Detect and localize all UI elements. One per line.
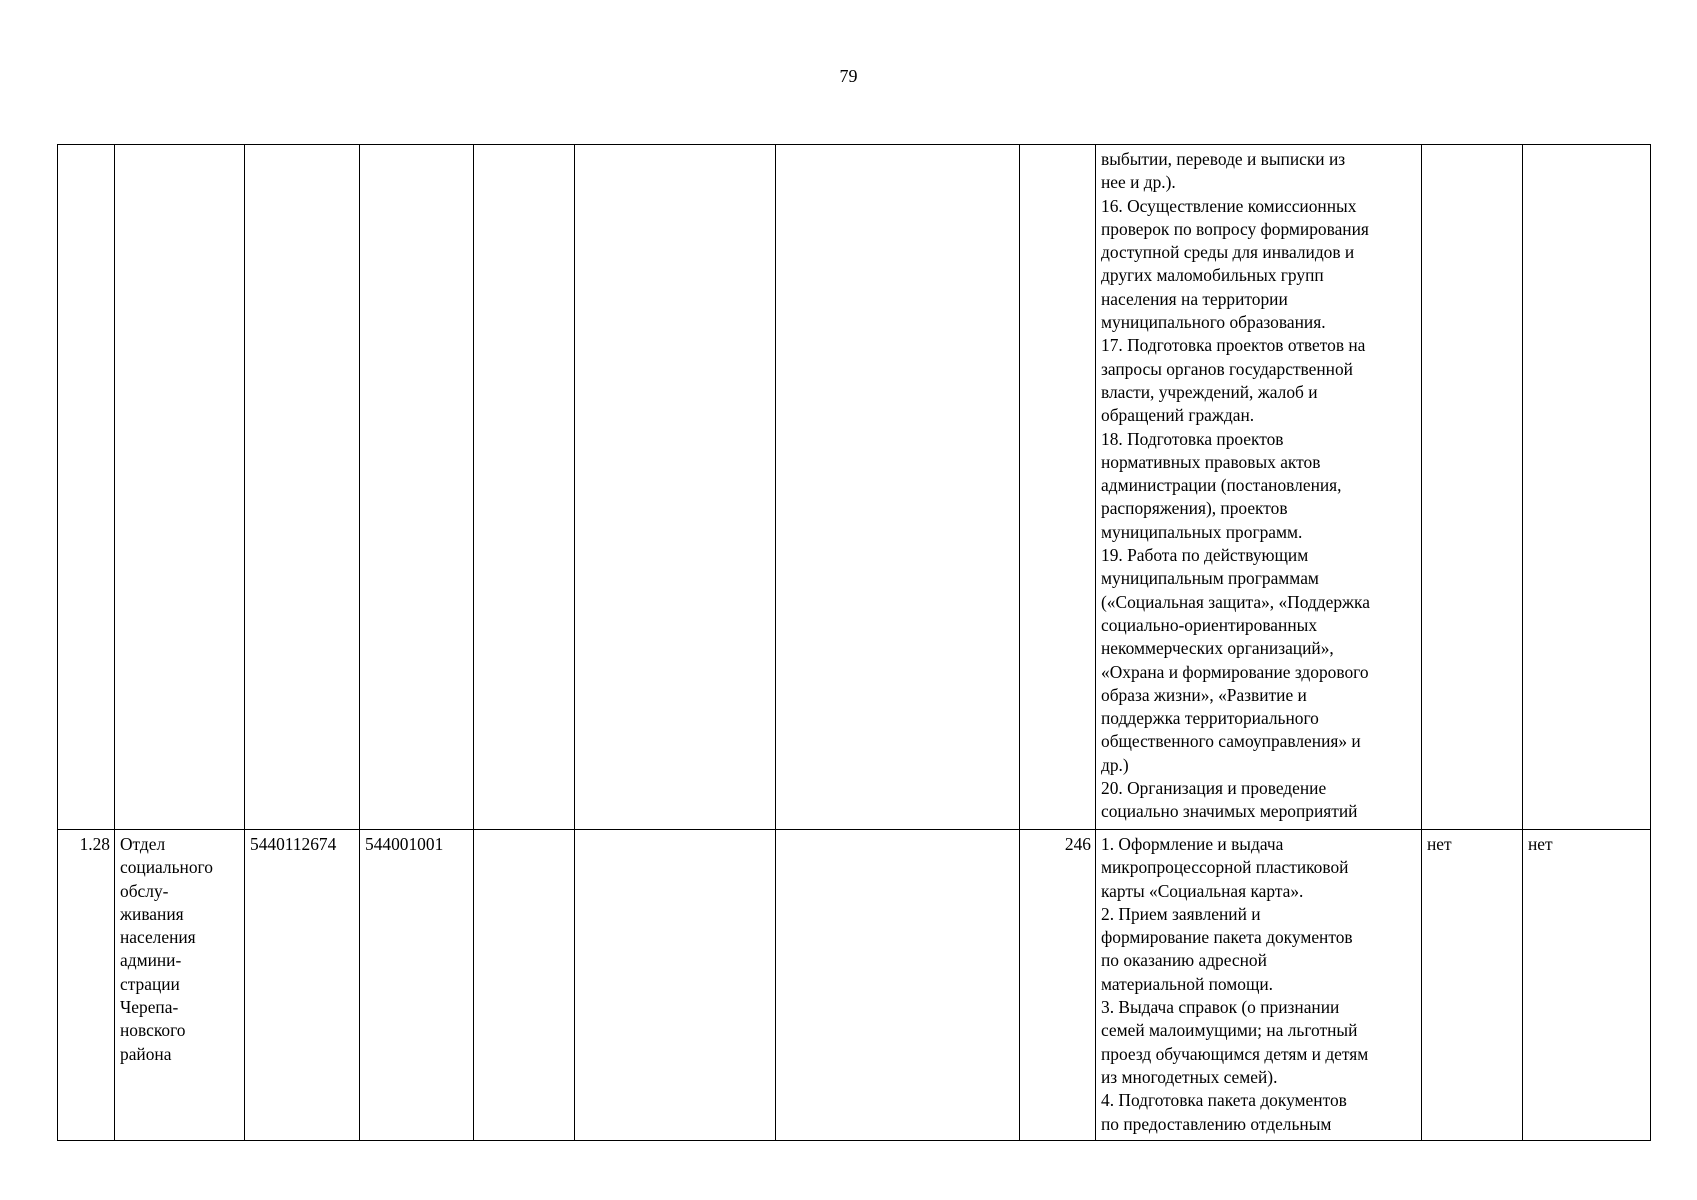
empty-cell-6 bbox=[575, 830, 776, 1141]
text-line: проверок по вопросу формирования bbox=[1101, 218, 1369, 239]
text-line: Отдел bbox=[120, 834, 166, 854]
text-line: запросы органов государственной bbox=[1101, 358, 1353, 379]
text-line: страции bbox=[120, 973, 180, 994]
functions-lines bbox=[1101, 148, 1417, 824]
text-line: («Социальная защита», «Поддержка bbox=[1101, 591, 1370, 612]
table-row bbox=[58, 830, 1651, 1141]
text-line: муниципального образования. bbox=[1101, 312, 1326, 333]
table-row bbox=[58, 145, 1651, 830]
empty-cell-7 bbox=[776, 145, 1020, 830]
row-number-cell bbox=[58, 145, 115, 830]
text-line: 19. Работа по действующим bbox=[1101, 545, 1309, 566]
text-line: других маломобильных групп bbox=[1101, 265, 1324, 286]
kpp-cell bbox=[360, 145, 474, 830]
text-line: админи- bbox=[120, 950, 182, 971]
text-line: 17. Подготовка проектов ответов на bbox=[1101, 335, 1366, 356]
empty-cell-5 bbox=[474, 145, 575, 830]
text-line: населения bbox=[120, 927, 196, 948]
organization-name-cell bbox=[115, 145, 245, 830]
text-line: общественного самоуправления» и bbox=[1101, 731, 1361, 752]
text-line: по оказанию адресной bbox=[1101, 950, 1267, 971]
count-cell bbox=[1020, 145, 1096, 830]
flag-cell-11 bbox=[1523, 145, 1651, 830]
empty-cell-5 bbox=[474, 830, 575, 1141]
count-cell: 246 bbox=[1020, 830, 1096, 1141]
text-line: семей малоимущими; на льготный bbox=[1101, 1020, 1358, 1041]
text-line: новского bbox=[120, 1020, 186, 1041]
text-line: района bbox=[120, 1043, 172, 1064]
row-number-cell: 1.28 bbox=[58, 830, 115, 1141]
text-line: Черепа- bbox=[120, 997, 179, 1018]
text-line: социально значимых мероприятий bbox=[1101, 801, 1358, 822]
text-line: 18. Подготовка проектов bbox=[1101, 428, 1284, 449]
flag-cell-10: нет bbox=[1422, 830, 1523, 1141]
text-line: формирование пакета документов bbox=[1101, 927, 1353, 948]
text-line: нее и др.). bbox=[1101, 172, 1176, 193]
text-line: нормативных правовых актов bbox=[1101, 451, 1321, 472]
text-line: материальной помощи. bbox=[1101, 973, 1274, 994]
flag-cell-11: нет bbox=[1523, 830, 1651, 1141]
organization-name-cell bbox=[115, 830, 245, 1141]
page-number: 79 bbox=[839, 66, 858, 86]
text-line: 20. Организация и проведение bbox=[1101, 778, 1327, 799]
text-line: по предоставлению отдельным bbox=[1101, 1113, 1332, 1134]
empty-cell-7 bbox=[776, 830, 1020, 1141]
flag-cell-10 bbox=[1422, 145, 1523, 830]
text-line: социально-ориентированных bbox=[1101, 614, 1318, 635]
text-line: некоммерческих организаций», bbox=[1101, 638, 1334, 659]
registry-table bbox=[57, 144, 1651, 1141]
text-line: муниципальным программам bbox=[1101, 568, 1319, 589]
text-line: власти, учреждений, жалоб и bbox=[1101, 381, 1318, 402]
text-line: распоряжения), проектов bbox=[1101, 498, 1288, 519]
text-line: из многодетных семей). bbox=[1101, 1066, 1278, 1087]
empty-cell-6 bbox=[575, 145, 776, 830]
text-line: живания bbox=[120, 903, 184, 924]
text-line: населения на территории bbox=[1101, 288, 1288, 309]
text-line: доступной среды для инвалидов и bbox=[1101, 242, 1355, 263]
text-line: 2. Прием заявлений и bbox=[1101, 903, 1261, 924]
text-line: 1. Оформление и выдача bbox=[1101, 834, 1284, 854]
functions-lines bbox=[1101, 833, 1417, 1136]
text-line: поддержка территориального bbox=[1101, 708, 1319, 729]
functions-cell bbox=[1096, 830, 1422, 1141]
text-line: карты «Социальная карта». bbox=[1101, 880, 1304, 901]
functions-cell bbox=[1096, 145, 1422, 830]
kpp-cell: 544001001 bbox=[360, 830, 474, 1141]
text-line: «Охрана и формирование здорового bbox=[1101, 661, 1369, 682]
text-line: 3. Выдача справок (о признании bbox=[1101, 997, 1340, 1018]
text-line: муниципальных программ. bbox=[1101, 521, 1303, 542]
text-line: проезд обучающимся детям и детям bbox=[1101, 1043, 1369, 1064]
text-line: 16. Осуществление комиссионных bbox=[1101, 195, 1357, 216]
text-line: выбытии, переводе и выписки из bbox=[1101, 149, 1346, 169]
text-line: обслу- bbox=[120, 880, 169, 901]
text-line: 4. Подготовка пакета документов bbox=[1101, 1090, 1347, 1111]
text-line: социального bbox=[120, 857, 213, 878]
organization-name-lines bbox=[120, 833, 240, 1066]
text-line: др.) bbox=[1101, 754, 1129, 775]
text-line: образа жизни», «Развитие и bbox=[1101, 684, 1307, 705]
text-line: обращений граждан. bbox=[1101, 405, 1255, 426]
inn-cell bbox=[245, 145, 360, 830]
inn-cell: 5440112674 bbox=[245, 830, 360, 1141]
text-line: администрации (постановления, bbox=[1101, 475, 1342, 496]
text-line: микропроцессорной пластиковой bbox=[1101, 857, 1349, 878]
